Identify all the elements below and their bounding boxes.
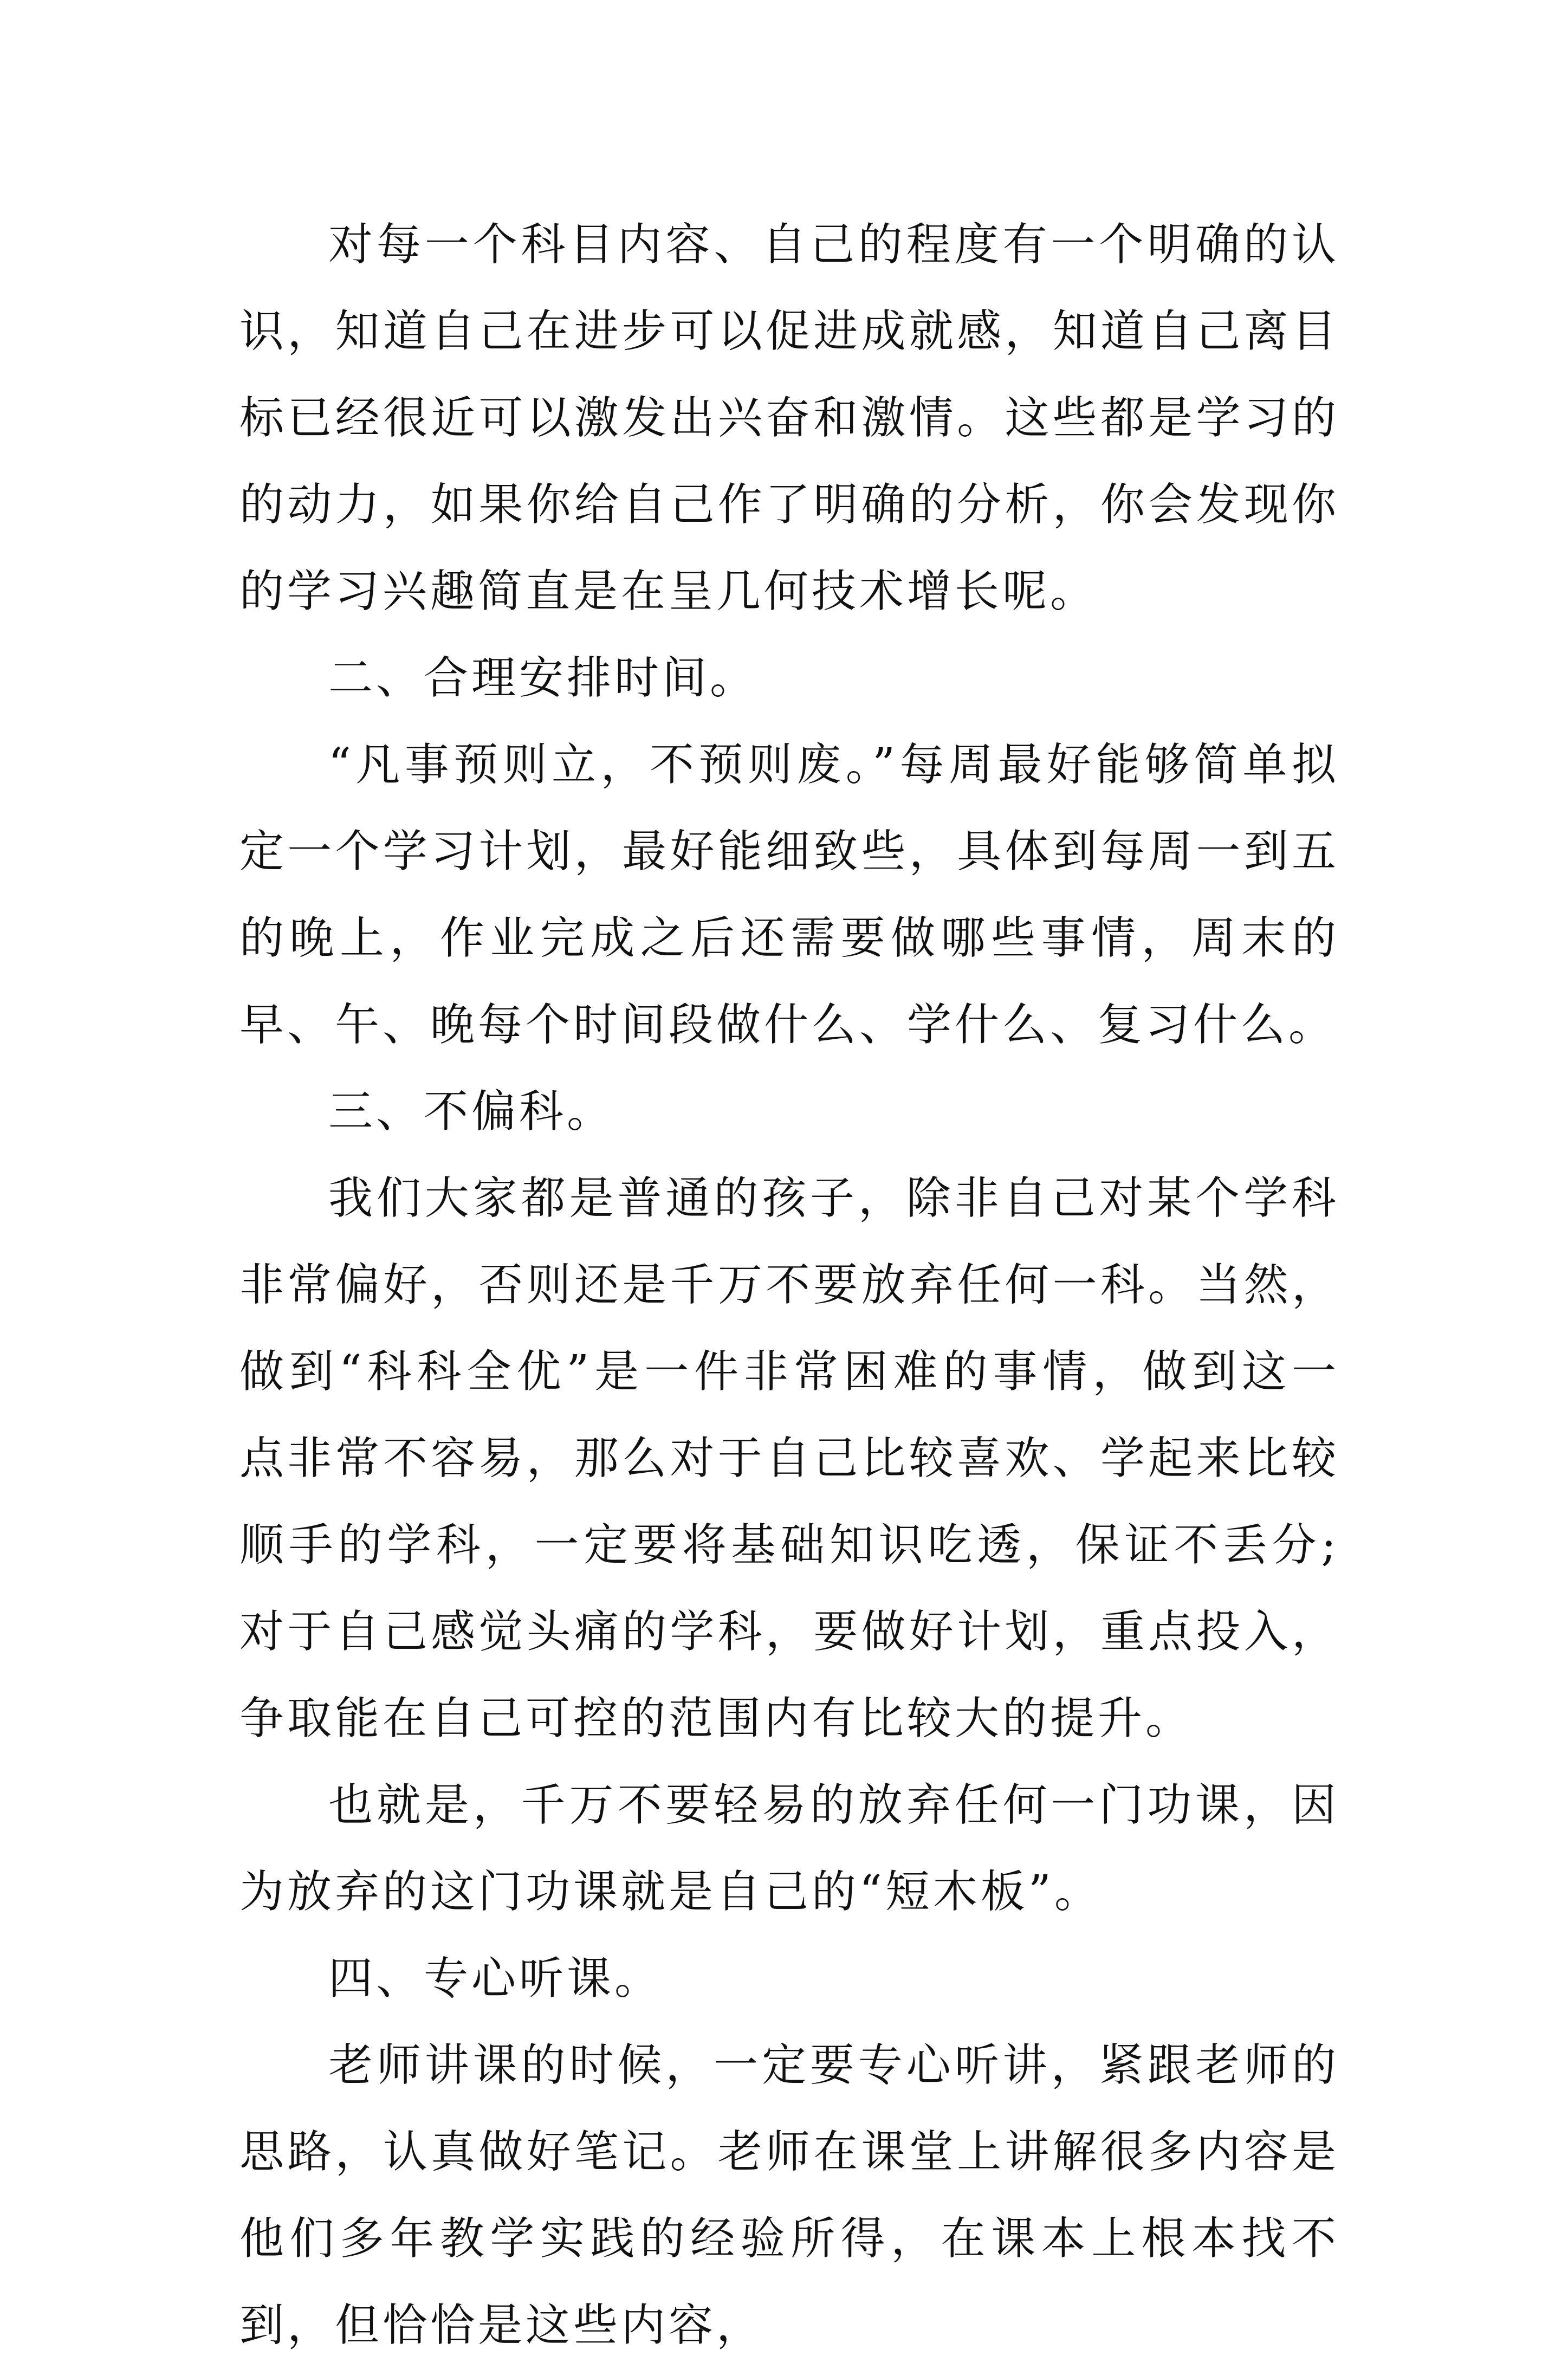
- paragraph-intro: 对每一个科目内容、自己的程度有一个明确的认识，知道自己在进步可以促进成就感，知道自己离目标已经很近可以激发出兴奋和激情。这些都是学习的的动力，如果你给自己作了明确的分析，你会发现你的学习兴趣简直是在呈几何技术增长呢。: [239, 219, 1339, 617]
- heading-arrange-time: 二、合理安排时间。: [328, 652, 758, 704]
- paragraph-short-board: 也就是，千万不要轻易的放弃任何一门功课，因为放弃的这门功课就是自己的“短木板”。: [239, 1779, 1339, 1918]
- paragraph-focus-class: 老师讲课的时候，一定要专心听讲，紧跟老师的思路，认真做好笔记。老师在课堂上讲解很多内容是他们多年教学实践的经验所得，在课本上根本找不到，但恰恰是这些内容，: [239, 2040, 1339, 2351]
- heading-no-bias: 三、不偏科。: [328, 1086, 615, 1137]
- document-body: [239, 202, 1339, 2369]
- paragraph-arrange-time: “凡事预则立，不预则废。”每周最好能够简单拟定一个学习计划，最好能细致些，具体到每周一到五的晚上，作业完成之后还需要做哪些事情，周末的早、午、晚每个时间段做什么、学什么、复习什么。: [239, 739, 1339, 1051]
- paragraph-no-bias: 我们大家都是普通的孩子，除非自己对某个学科非常偏好，否则还是千万不要放弃任何一科。当然，做到“科科全优”是一件非常困难的事情，做到这一点非常不容易，那么对于自己比较喜欢、学起来比较顺手的学科，一定要将基础知识吃透，保证不丢分;对于自己感觉头痛的学科，要做好计划，重点投入，争取能在自己可控的范围内有比较大的提升。: [239, 1173, 1339, 1744]
- heading-focus-class: 四、专心听课。: [328, 1953, 663, 2004]
